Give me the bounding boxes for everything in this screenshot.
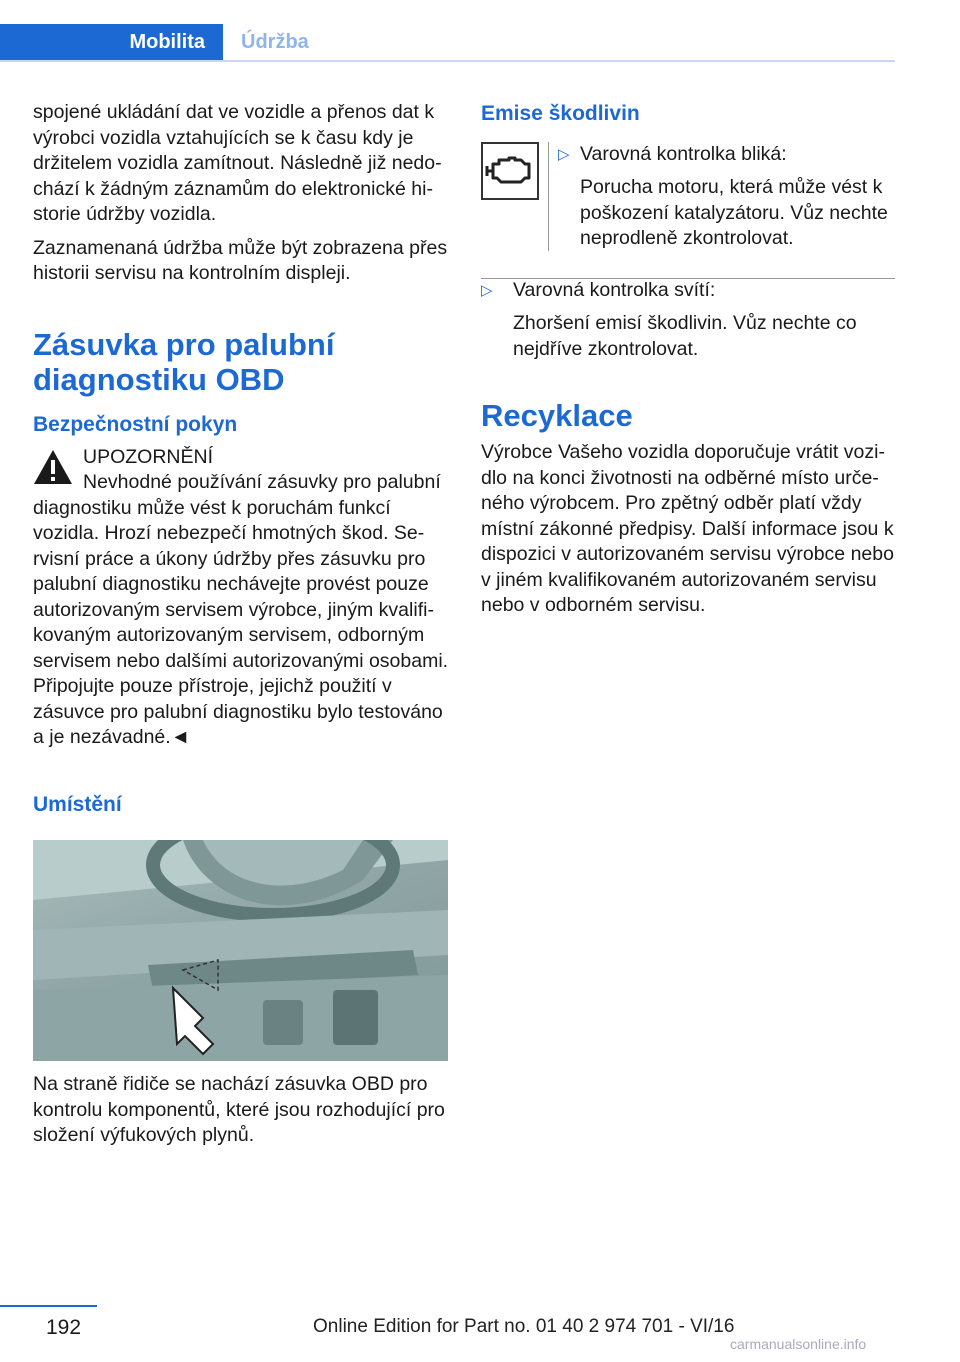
header-divider	[0, 60, 895, 62]
table-divider	[548, 142, 549, 251]
row2-text: Zhoršení emisí škodlivin. Vůz nechte co nejdříve zkontrolovat.	[513, 312, 857, 360]
right-column	[481, 100, 899, 619]
photo-caption: Na straně řidiče se nachází zásuvka OBD pro kontrolu komponentů, které jsou rozhodující pro složení výfukových plynů.	[33, 1073, 445, 1146]
watermark: carmanualsonline.info	[730, 1336, 867, 1352]
warning-text-first: Nevhodné používání zásuvky pro palubní	[83, 471, 441, 493]
header-tabs	[0, 24, 895, 62]
recycle-text: Výrobce Vašeho vozidla doporučuje vrátit vozidlo na konci životnosti na odběrné místo určeného výrobcem. Pro zpětný odběr platí vždy místní zákonné předpisy. Další informace jsou k dispozici v autorizovaném servisu výrobce nebo v jiném kvalifikovaném autorizovaném servisu nebo v odborném servisu.	[481, 441, 894, 616]
intro-paragraph-2: Zaznamenaná údržba může být zobrazena přes historii servisu na kontrolním displeji.	[33, 236, 448, 284]
tab-mobilita[interactable]: Mobilita	[0, 24, 223, 60]
edition-text: Online Edition for Part no. 01 40 2 974 701 - VI/16	[313, 1316, 735, 1337]
recycle-title: Recyklace	[481, 398, 633, 433]
left-column	[33, 100, 451, 819]
warning-block	[33, 445, 451, 751]
warning-triangle-icon	[33, 449, 73, 485]
section-title: Zásuvka pro palubní diagnostiku OBD	[33, 326, 335, 397]
warning-text: diagnostiku může vést k poruchám funkcí vozidla. Hrozí nebezpečí hmotných škod. Servisní práce a úkony údržby přes zásuvku pro palubní diagnostiku nechávejte provést pouze autorizovaným servisem výrobce, jiným kvalifikovaným autorizovaným servisem, odborným servisem nebo dalšími autorizovanými osobami. Připojujte pouze přístroje, jejichž použití v zásuvce pro palubní diagnostiku bylo testováno a je nezávadné.◄	[33, 496, 449, 748]
page-number: 192	[46, 1316, 82, 1339]
emission-table	[481, 128, 895, 358]
row1-text: Porucha motoru, která může vést k poškození katalyzátoru. Vůz nechte neprodleně zkontrolovat.	[580, 176, 888, 249]
safety-heading: Bezpečnostní pokyn	[33, 412, 238, 436]
emission-row-1	[481, 128, 895, 251]
triangle-bullet-icon: ▷	[481, 282, 493, 299]
footer-line	[0, 1305, 97, 1307]
warning-title: UPOZORNĚNÍ	[83, 445, 214, 468]
tab-udrzba[interactable]: Údržba	[241, 30, 309, 53]
check-engine-icon	[481, 142, 539, 200]
row2-label: Varovná kontrolka svítí:	[513, 279, 716, 301]
caption-column	[33, 1072, 451, 1149]
emission-heading: Emise škodlivin	[481, 102, 640, 125]
emission-row-2	[481, 278, 895, 358]
triangle-bullet-icon: ▷	[558, 146, 570, 163]
obd-location-photo	[33, 840, 448, 1061]
dashboard-illustration	[33, 840, 448, 1061]
row1-label: Varovná kontrolka bliká:	[580, 143, 787, 165]
intro-paragraph: spojené ukládání dat ve vozidle a přenos dat k výrobci vozidla vztahujících se k času kdy je držitelem vozidla zamítnout. Následně již nedochází k žádným záznamům do elektronické historie údržby vozidla.	[33, 101, 442, 225]
location-heading: Umístění	[33, 792, 122, 816]
